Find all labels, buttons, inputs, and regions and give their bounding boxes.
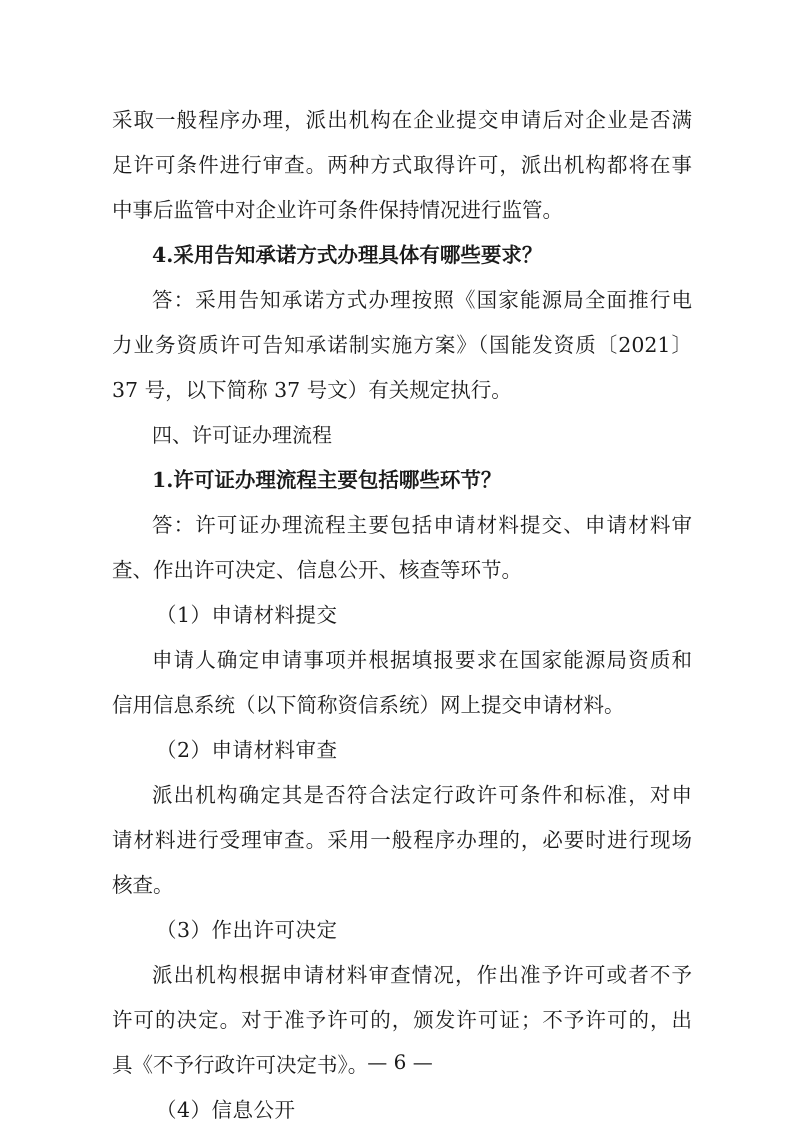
paragraph-line: 请材料进行受理审查。采用一般程序办理的，必要时进行现场 <box>112 828 692 852</box>
paragraph-line: 许可的决定。对于准予许可的，颁发许可证；不予许可的，出 <box>112 1008 692 1032</box>
subsection-heading: （4）信息公开 <box>156 1098 296 1122</box>
paragraph-line: 派出机构根据申请材料审查情况，作出准予许可或者不予 <box>152 963 692 987</box>
subsection-heading: （2）申请材料审查 <box>156 738 338 762</box>
paragraph-line: 采取一般程序办理，派出机构在企业提交申请后对企业是否满 <box>112 108 692 132</box>
paragraph-line: 派出机构确定其是否符合法定行政许可条件和标准，对申 <box>152 783 692 807</box>
paragraph-line: 信用信息系统（以下简称资信系统）网上提交申请材料。 <box>112 693 625 717</box>
paragraph-line: 中事后监管中对企业许可条件保持情况进行监管。 <box>112 198 563 222</box>
subsection-heading: （3）作出许可决定 <box>156 918 338 942</box>
paragraph-line: 申请人确定申请事项并根据填报要求在国家能源局资质和 <box>152 648 692 672</box>
question-heading: 4.采用告知承诺方式办理具体有哪些要求？ <box>152 243 543 267</box>
paragraph-line: 37 号，以下简称 37 号文）有关规定执行。 <box>112 378 512 402</box>
document-body <box>112 98 692 1133</box>
paragraph-line: 具《不予行政许可决定书》。 <box>112 1053 369 1077</box>
section-heading: 四、许可证办理流程 <box>152 423 332 447</box>
question-heading: 1.许可证办理流程主要包括哪些环节？ <box>152 468 502 492</box>
paragraph-line: 核查。 <box>112 873 174 897</box>
paragraph-line: 查、作出许可决定、信息公开、核查等环节。 <box>112 558 522 582</box>
paragraph-line: 答：许可证办理流程主要包括申请材料提交、申请材料审 <box>152 513 692 537</box>
paragraph-line: 力业务资质许可告知承诺制实施方案》（国能发资质〔2021〕 <box>112 333 692 357</box>
page-number: — 6 — <box>367 1050 433 1074</box>
subsection-heading: （1）申请材料提交 <box>156 603 338 627</box>
paragraph-line: 答：采用告知承诺方式办理按照《国家能源局全面推行电 <box>152 288 692 312</box>
paragraph-line: 足许可条件进行审查。两种方式取得许可，派出机构都将在事 <box>112 153 692 177</box>
